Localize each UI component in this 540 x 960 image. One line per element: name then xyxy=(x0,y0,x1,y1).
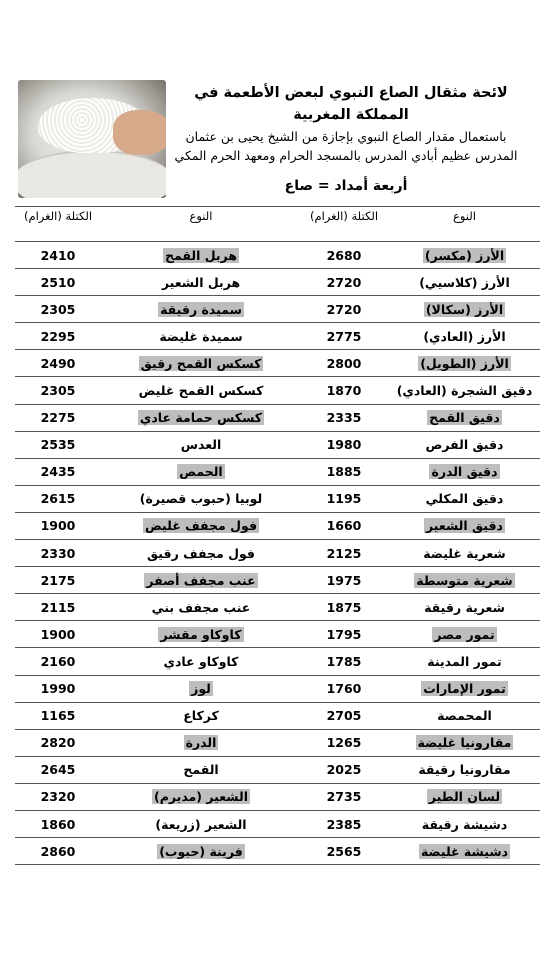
left-mass-cell-text: 2645 xyxy=(40,762,76,778)
right-type-cell xyxy=(387,464,540,479)
left-type-cell xyxy=(101,329,301,344)
left-type-cell-text: العدس xyxy=(180,437,222,453)
left-type-cell-text: فول مجفف رقيق xyxy=(147,545,255,561)
right-type-cell xyxy=(387,491,540,506)
table-row xyxy=(15,702,540,729)
left-type-cell-text: كركاع xyxy=(183,708,219,724)
left-mass-cell xyxy=(15,356,101,371)
left-mass-cell xyxy=(15,383,101,398)
header-type-left: النوع xyxy=(189,209,213,223)
right-mass-cell-text: 2775 xyxy=(326,328,362,344)
left-mass-cell xyxy=(15,275,101,290)
left-type-cell-text: عنب مجفف بني xyxy=(151,599,251,615)
left-type-cell xyxy=(101,302,301,317)
right-mass-cell-text: 2385 xyxy=(326,816,362,832)
left-type-cell xyxy=(101,735,301,750)
left-mass-cell-text: 2160 xyxy=(40,653,76,669)
right-type-cell-text: الأرز (مكسر) xyxy=(424,247,505,263)
right-mass-cell-text: 1875 xyxy=(326,599,362,615)
left-type-cell xyxy=(101,708,301,723)
table-row xyxy=(15,539,540,566)
left-type-cell-text: لوبيا (حبوب قصيرة) xyxy=(139,491,263,507)
right-type-cell xyxy=(387,275,540,290)
left-mass-cell xyxy=(15,573,101,588)
left-type-cell-text: كاوكاو مقشر xyxy=(160,626,242,642)
right-mass-cell-text: 2720 xyxy=(326,301,362,317)
right-mass-cell xyxy=(301,627,387,642)
left-mass-cell xyxy=(15,302,101,317)
right-type-cell-text: لسان الطير xyxy=(428,789,501,805)
right-type-cell xyxy=(387,437,540,452)
table-row xyxy=(15,295,540,322)
right-mass-cell xyxy=(301,275,387,290)
table-row xyxy=(15,268,540,295)
left-mass-cell-text: 1990 xyxy=(40,681,76,697)
left-mass-cell xyxy=(15,708,101,723)
right-type-cell-text: دقيق القمح xyxy=(429,410,500,426)
left-mass-cell xyxy=(15,817,101,832)
right-type-cell xyxy=(387,383,540,398)
left-type-cell xyxy=(101,681,301,696)
right-type-cell xyxy=(387,817,540,832)
right-type-cell-text: دشيشة غليضة xyxy=(420,843,509,859)
left-type-cell xyxy=(101,356,301,371)
left-type-cell xyxy=(101,410,301,425)
left-type-cell xyxy=(101,600,301,615)
left-mass-cell-text: 1900 xyxy=(40,626,76,642)
left-mass-cell xyxy=(15,410,101,425)
right-mass-cell-text: 2025 xyxy=(326,762,362,778)
right-mass-cell xyxy=(301,789,387,804)
left-type-cell xyxy=(101,627,301,642)
left-type-cell-text: كاوكاو عادي xyxy=(163,653,239,669)
left-mass-cell-text: 2410 xyxy=(40,247,76,263)
right-type-cell-text: دقيق الدرة xyxy=(431,464,498,480)
left-type-cell xyxy=(101,817,301,832)
hand-shape xyxy=(113,110,166,155)
right-mass-cell-text: 1785 xyxy=(326,653,362,669)
right-type-cell xyxy=(387,844,540,859)
left-mass-cell-text: 2820 xyxy=(40,735,76,751)
right-mass-cell-text: 1795 xyxy=(326,626,362,642)
left-mass-cell-text: 2305 xyxy=(40,383,76,399)
right-mass-cell-text: 2735 xyxy=(326,789,362,805)
right-type-cell xyxy=(387,735,540,750)
left-type-cell-text: كسكس حمامة عادي xyxy=(139,410,263,426)
right-type-cell xyxy=(387,762,540,777)
left-type-cell-text: الدرة xyxy=(185,735,217,751)
right-type-cell-text: الأرز (كلاسيي) xyxy=(419,274,510,290)
left-type-cell xyxy=(101,789,301,804)
left-type-cell-text: سميدة رقيقة xyxy=(160,301,242,317)
right-mass-cell xyxy=(301,302,387,317)
left-type-cell-text: القمح xyxy=(183,762,219,778)
left-type-cell xyxy=(101,844,301,859)
right-type-cell-text: شعرية رقيقة xyxy=(424,599,505,615)
left-mass-cell xyxy=(15,546,101,561)
left-mass-cell-text: 2490 xyxy=(40,355,76,371)
right-mass-cell-text: 1885 xyxy=(326,464,362,480)
right-type-cell xyxy=(387,410,540,425)
table-row xyxy=(15,593,540,620)
left-mass-cell xyxy=(15,329,101,344)
right-type-cell-text: تمور الإمارات xyxy=(423,681,506,697)
left-mass-cell xyxy=(15,464,101,479)
header-mass-left: الكتلة (الغرام) xyxy=(23,209,93,223)
left-type-cell xyxy=(101,383,301,398)
right-mass-cell-text: 2125 xyxy=(326,545,362,561)
table-row xyxy=(15,810,540,837)
right-mass-cell xyxy=(301,356,387,371)
subtitle-line1: باستعمال مقدار الصاع النبوي بإجازة من الشيخ يحيى بن عثمان xyxy=(185,129,507,144)
right-mass-cell xyxy=(301,708,387,723)
right-mass-cell xyxy=(301,464,387,479)
left-mass-cell xyxy=(15,518,101,533)
right-type-cell-text: دقيق المكلي xyxy=(425,491,504,507)
left-type-cell-text: الحمص xyxy=(179,464,223,480)
right-type-cell xyxy=(387,329,540,344)
table-body xyxy=(15,241,540,865)
left-mass-cell xyxy=(15,844,101,859)
right-type-cell xyxy=(387,302,540,317)
right-mass-cell xyxy=(301,844,387,859)
right-mass-cell xyxy=(301,546,387,561)
table-row xyxy=(15,404,540,431)
left-mass-cell xyxy=(15,491,101,506)
table-row xyxy=(15,566,540,593)
right-mass-cell xyxy=(301,817,387,832)
right-type-cell xyxy=(387,681,540,696)
weights-table xyxy=(15,206,540,865)
left-type-cell xyxy=(101,546,301,561)
right-mass-cell-text: 2800 xyxy=(326,355,362,371)
left-mass-cell-text: 2435 xyxy=(40,464,76,480)
right-mass-cell-text: 2680 xyxy=(326,247,362,263)
left-type-cell-text: كسكس القمح غليض xyxy=(138,383,264,399)
right-type-cell-text: دقيق الفرص xyxy=(425,437,504,453)
left-mass-cell-text: 2115 xyxy=(40,599,76,615)
table-row xyxy=(15,458,540,485)
right-type-cell xyxy=(387,654,540,669)
left-mass-cell-text: 1900 xyxy=(40,518,76,534)
left-type-cell xyxy=(101,762,301,777)
right-mass-cell xyxy=(301,735,387,750)
table-row xyxy=(15,376,540,403)
left-mass-cell-text: 2535 xyxy=(40,437,76,453)
right-type-cell-text: شعرية متوسطة xyxy=(416,572,513,588)
right-mass-cell xyxy=(301,383,387,398)
table-row xyxy=(15,431,540,458)
right-type-cell-text: شعرية غليضة xyxy=(423,545,506,561)
right-type-cell xyxy=(387,789,540,804)
table-row xyxy=(15,783,540,810)
right-type-cell xyxy=(387,248,540,263)
right-type-cell-text: دقيق الشجرة (العادي) xyxy=(396,383,533,399)
left-type-cell-text: فرينة (حبوب) xyxy=(159,843,243,859)
right-type-cell-text: مقارونيا غليضة xyxy=(417,735,512,751)
right-mass-cell xyxy=(301,681,387,696)
subtitle-line2: المدرس عظيم أبادي المدرس بالمسجد الحرام ومعهد الحرم المكي xyxy=(174,148,518,163)
right-mass-cell xyxy=(301,573,387,588)
right-mass-cell-text: 2720 xyxy=(326,274,362,290)
left-mass-cell xyxy=(15,248,101,263)
left-type-cell xyxy=(101,248,301,263)
left-type-cell-text: لوز xyxy=(191,681,211,697)
left-type-cell xyxy=(101,437,301,452)
right-mass-cell-text: 1660 xyxy=(326,518,362,534)
right-mass-cell-text: 1980 xyxy=(326,437,362,453)
left-type-cell xyxy=(101,573,301,588)
right-mass-cell xyxy=(301,600,387,615)
left-type-cell-text: هربل الشعير xyxy=(161,274,241,290)
left-mass-cell xyxy=(15,735,101,750)
right-type-cell xyxy=(387,708,540,723)
right-type-cell-text: تمور المدينة xyxy=(427,653,502,669)
table-row xyxy=(15,675,540,702)
left-type-cell xyxy=(101,491,301,506)
right-mass-cell xyxy=(301,410,387,425)
table-row xyxy=(15,512,540,539)
table-row xyxy=(15,729,540,756)
right-mass-cell-text: 1760 xyxy=(326,681,362,697)
table-row xyxy=(15,647,540,674)
page-title: لائحة مثقال الصاع النبوي لبعض الأطعمة في المملكة المغربية xyxy=(194,85,508,123)
right-type-cell-text: الأرز (العادي) xyxy=(423,328,506,344)
right-type-cell-text: الأرز (الطويل) xyxy=(420,355,509,371)
left-mass-cell xyxy=(15,627,101,642)
header-mass-right: الكتلة (الغرام) xyxy=(309,209,379,223)
subtitle xyxy=(166,127,526,165)
table-row xyxy=(15,756,540,783)
right-mass-cell xyxy=(301,329,387,344)
table-row xyxy=(15,837,540,865)
right-type-cell-text: المحمصة xyxy=(437,708,492,724)
left-mass-cell-text: 2860 xyxy=(40,843,76,859)
right-mass-cell-text: 1265 xyxy=(326,735,362,751)
rice-photo xyxy=(18,80,166,198)
left-type-cell xyxy=(101,518,301,533)
formula-text: أربعة أمداد = صاع xyxy=(284,178,408,194)
left-mass-cell-text: 2330 xyxy=(40,545,76,561)
right-mass-cell xyxy=(301,518,387,533)
right-type-cell-text: دشيشة رقيقة xyxy=(421,816,508,832)
table-row xyxy=(15,485,540,512)
table-row xyxy=(15,349,540,376)
right-type-cell xyxy=(387,546,540,561)
left-type-cell-text: الشعير (مديرم) xyxy=(153,789,248,805)
left-mass-cell xyxy=(15,762,101,777)
right-type-cell xyxy=(387,600,540,615)
right-type-cell xyxy=(387,573,540,588)
left-type-cell-text: سميدة غليضة xyxy=(159,328,243,344)
bowl-shape xyxy=(18,150,166,198)
left-mass-cell xyxy=(15,654,101,669)
table-row xyxy=(15,241,540,268)
left-type-cell-text: فول مجفف غليض xyxy=(145,518,257,534)
left-type-cell xyxy=(101,654,301,669)
right-mass-cell xyxy=(301,437,387,452)
right-mass-cell-text: 2565 xyxy=(326,843,362,859)
right-mass-cell-text: 2705 xyxy=(326,708,362,724)
left-mass-cell-text: 1165 xyxy=(40,708,76,724)
table-row xyxy=(15,322,540,349)
left-mass-cell-text: 2175 xyxy=(40,572,76,588)
right-mass-cell xyxy=(301,491,387,506)
right-mass-cell xyxy=(301,654,387,669)
left-mass-cell-text: 2295 xyxy=(40,328,76,344)
table-row xyxy=(15,620,540,647)
right-mass-cell xyxy=(301,762,387,777)
left-mass-cell-text: 2275 xyxy=(40,410,76,426)
right-type-cell xyxy=(387,518,540,533)
left-type-cell xyxy=(101,275,301,290)
left-mass-cell xyxy=(15,600,101,615)
right-type-cell-text: دقيق الشعير xyxy=(426,518,503,534)
left-mass-cell-text: 2510 xyxy=(40,274,76,290)
right-type-cell-text: تمور مصر xyxy=(434,626,495,642)
left-mass-cell xyxy=(15,437,101,452)
right-type-cell-text: مقارونيا رقيقة xyxy=(418,762,511,778)
left-mass-cell xyxy=(15,681,101,696)
right-mass-cell-text: 1870 xyxy=(326,383,362,399)
right-type-cell xyxy=(387,356,540,371)
header-type-right: النوع xyxy=(453,209,476,223)
left-type-cell-text: عنب مجفف أصفر xyxy=(146,572,256,588)
left-mass-cell-text: 2320 xyxy=(40,789,76,805)
right-mass-cell-text: 1975 xyxy=(326,572,362,588)
right-type-cell-text: الأرز (سكالا) xyxy=(425,301,504,317)
left-type-cell-text: هربل القمح xyxy=(164,247,237,263)
left-mass-cell-text: 1860 xyxy=(40,816,76,832)
left-mass-cell-text: 2305 xyxy=(40,301,76,317)
left-type-cell-text: كسكس القمح رقيق xyxy=(140,355,262,371)
left-mass-cell-text: 2615 xyxy=(40,491,76,507)
table-header-row xyxy=(15,206,540,241)
left-type-cell-text: الشعير (زريعة) xyxy=(155,816,247,832)
right-type-cell xyxy=(387,627,540,642)
left-mass-cell xyxy=(15,789,101,804)
right-mass-cell xyxy=(301,248,387,263)
right-mass-cell-text: 2335 xyxy=(326,410,362,426)
left-type-cell xyxy=(101,464,301,479)
right-mass-cell-text: 1195 xyxy=(326,491,362,507)
